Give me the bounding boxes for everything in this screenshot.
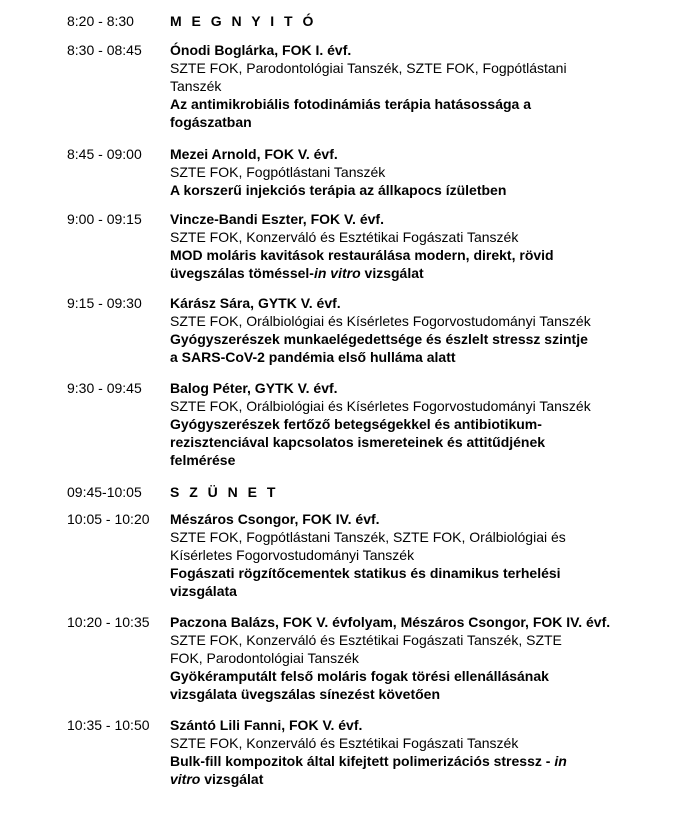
presenter: Mezei Arnold, FOK V. évf. <box>170 146 338 162</box>
department-line: FOK, Parodontológiai Tanszék <box>170 650 359 666</box>
time-slot: 9:30 - 09:45 <box>67 380 142 396</box>
talk-title-line <box>170 752 640 770</box>
talk-title-line: a SARS-CoV-2 pandémia első hulláma alatt <box>170 349 456 365</box>
department-line: SZTE FOK, Fogpótlástani Tanszék, SZTE FOK, Orálbiológiai és <box>170 529 566 545</box>
department-line: SZTE FOK, Konzerváló és Esztétikai Fogászati Tanszék <box>170 229 519 245</box>
talk-title-line: Gyógyszerészek munkaelégedettsége és észlelt stressz szintje <box>170 331 588 347</box>
time-slot: 10:05 - 10:20 <box>67 511 150 527</box>
time-slot: 8:20 - 8:30 <box>67 13 134 29</box>
title-italic-text: in vitro <box>313 265 361 281</box>
talk-title-line: vizsgálata <box>170 583 237 599</box>
talk-title-line: A korszerű injekciós terápia az állkapocs ízületben <box>170 182 507 198</box>
talk-title-line: fogászatban <box>170 114 252 130</box>
department-line: SZTE FOK, Orálbiológiai és Kísérletes Fogorvostudományi Tanszék <box>170 313 591 329</box>
time-slot: 10:35 - 10:50 <box>67 717 150 733</box>
title-italic-text: vitro <box>170 771 201 787</box>
title-text: üvegszálas töméssel- <box>170 265 314 281</box>
department-line: Kísérletes Fogorvostudományi Tanszék <box>170 547 415 563</box>
talk-title-line: MOD moláris kavitások restaurálása modern, direkt, rövid <box>170 247 554 263</box>
time-slot: 09:45-10:05 <box>67 484 142 500</box>
talk-title-line: Gyökéramputált felső moláris fogak törési ellenállásának <box>170 668 549 684</box>
talk-title-line: vizsgálata üvegszálas sínezést követően <box>170 686 441 702</box>
section-label: S Z Ü N E T <box>170 484 279 500</box>
talk-title-line: Az antimikrobiális fotodinámiás terápia hatásossága a <box>170 96 531 112</box>
department-line: SZTE FOK, Konzerváló és Esztétikai Fogászati Tanszék <box>170 735 519 751</box>
title-italic-text: in <box>554 753 567 769</box>
title-text: vizsgálat <box>360 265 424 281</box>
presenter: Kárász Sára, GYTK V. évf. <box>170 295 341 311</box>
department-line: SZTE FOK, Orálbiológiai és Kísérletes Fogorvostudományi Tanszék <box>170 398 591 414</box>
talk-title-line: Fogászati rögzítőcementek statikus és dinamikus terhelési <box>170 565 561 581</box>
department-line: SZTE FOK, Parodontológiai Tanszék, SZTE FOK, Fogpótlástani <box>170 60 567 76</box>
department-line: SZTE FOK, Fogpótlástani Tanszék <box>170 164 386 180</box>
department-line: SZTE FOK, Konzerváló és Esztétikai Fogászati Tanszék, SZTE <box>170 632 562 648</box>
presenter: Balog Péter, GYTK V. évf. <box>170 380 338 396</box>
time-slot: 8:30 - 08:45 <box>67 42 142 58</box>
time-slot: 10:20 - 10:35 <box>67 614 150 630</box>
talk-title-line: felmérése <box>170 452 236 468</box>
department-line: Tanszék <box>170 78 222 94</box>
presenter: Vincze-Bandi Eszter, FOK V. évf. <box>170 211 384 227</box>
time-slot: 9:15 - 09:30 <box>67 295 142 311</box>
talk-title-line: Gyógyszerészek fertőző betegségekkel és antibiotikum- <box>170 416 542 432</box>
presenter: Paczona Balázs, FOK V. évfolyam, Mészáros Csongor, FOK IV. évf. <box>170 614 611 630</box>
time-slot: 9:00 - 09:15 <box>67 211 142 227</box>
presenter: Ónodi Boglárka, FOK I. évf. <box>170 42 352 58</box>
talk-title-line: rezisztenciával kapcsolatos ismereteinek és attitűdjének <box>170 434 546 450</box>
presenter: Szántó Lili Fanni, FOK V. évf. <box>170 717 363 733</box>
talk-title-line <box>170 770 640 788</box>
time-slot: 8:45 - 09:00 <box>67 146 142 162</box>
presenter: Mészáros Csongor, FOK IV. évf. <box>170 511 380 527</box>
talk-title-line <box>170 264 640 282</box>
title-text: Bulk-fill kompozitok által kifejtett polimerizációs stressz - <box>170 753 555 769</box>
section-label: M E G N Y I T Ó <box>170 13 317 29</box>
title-text: vizsgálat <box>200 771 264 787</box>
